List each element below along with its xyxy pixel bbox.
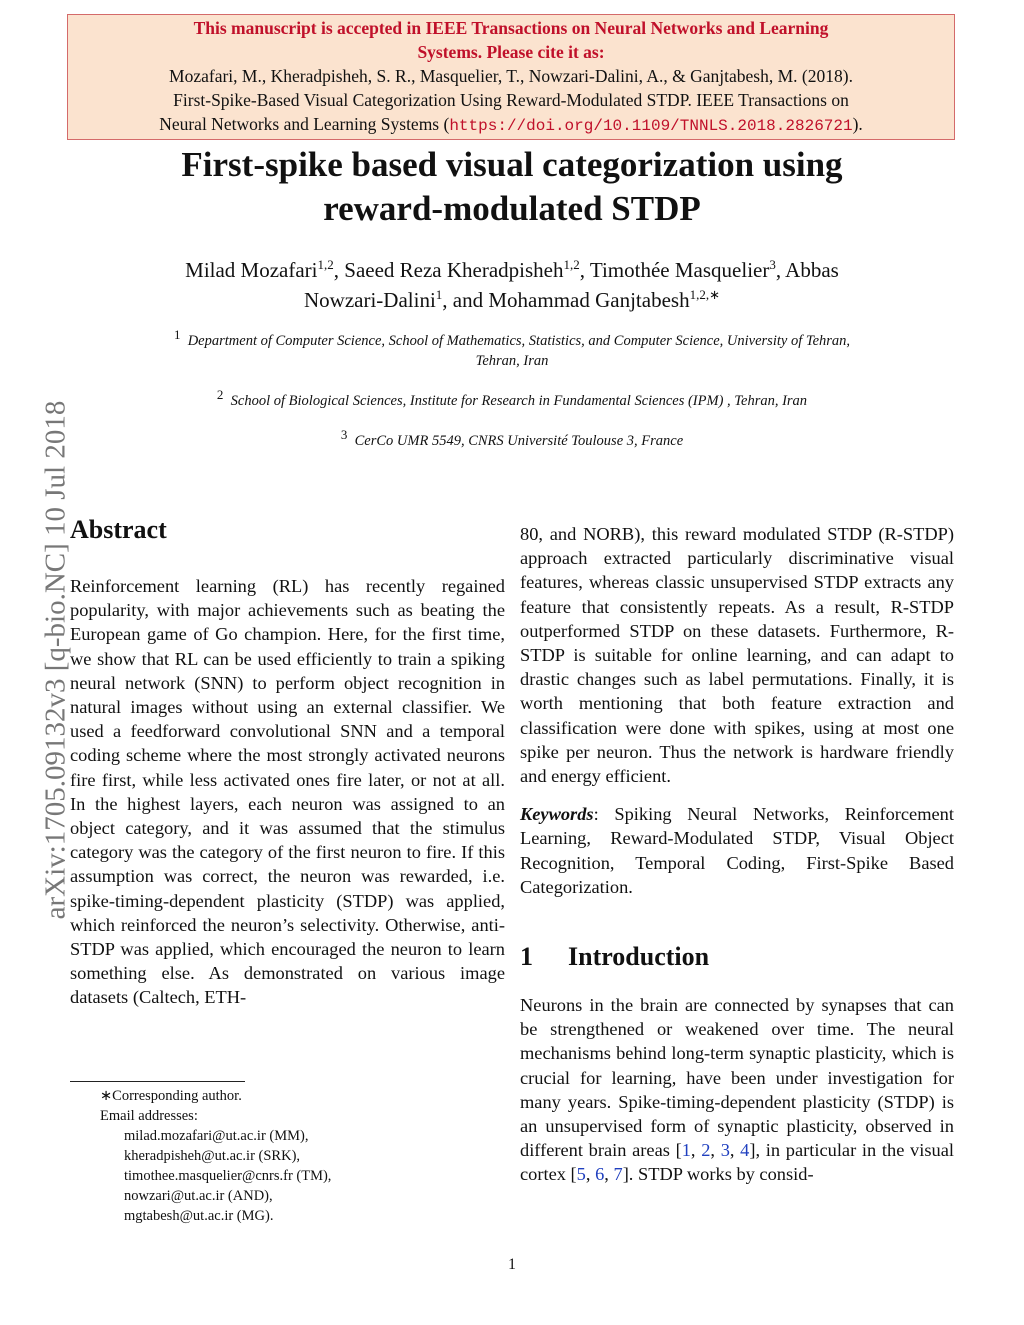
affiliation-1: $^1$ Department of Computer Science, School of Mathematics, Statistics, and Computer Science, University of Tehran, Tehran, Iran [173, 327, 851, 369]
citation-link[interactable]: 7 [613, 1164, 623, 1185]
citation-link[interactable]: 4 [740, 1140, 750, 1161]
email-item: mgtabesh@ut.ac.ir (MG). [124, 1208, 274, 1224]
email-item: milad.mozafari@ut.ac.ir (MM), [124, 1128, 309, 1144]
affiliation-3: $^3$ CerCo UMR 5549, CNRS Université Toulouse 3, France [340, 427, 684, 449]
left-column [70, 510, 505, 1010]
author-list: Milad Mozafari$^{1,2}$, Saeed Reza Kheradpisheh$^{1,2}$, Timothée Masquelier$^3$, Abbas Nowzari-Dalini$^1$, and Mohammad Ganjtabesh$^{1,2,∗}$ [185, 257, 839, 312]
notice-line-2: Systems. Please cite it as: [417, 42, 605, 62]
right-column [520, 522, 954, 1187]
citation-link[interactable]: 2 [701, 1140, 711, 1161]
citation-link[interactable]: 1 [681, 1140, 691, 1161]
citation-link[interactable]: 6 [595, 1164, 605, 1185]
notice-line-4: First-Spike-Based Visual Categorization Using Reward-Modulated STDP. IEEE Transactions on [173, 90, 849, 110]
corresponding-author-note: ∗Corresponding author. [100, 1088, 242, 1104]
abstract-text-right: 80, and NORB), this reward modulated STDP (R-STDP) approach extracted particularly discriminative visual features, whereas classic unsupervised STDP extracts any feature that consistently repeats. As a result, R-STDP outperformed STDP on these datasets. Furthermore, R-STDP is suitable for online learning, and can adapt to drastic changes such as label permutations. Finally, it is worth mentioning that both feature extraction and classification were done with spikes, using at most one spike per neuron. Thus the network is hardware friendly and energy efficient. [520, 524, 954, 787]
doi-link[interactable]: https://doi.org/10.1109/TNNLS.2018.2826721 [449, 117, 853, 135]
section-heading-introduction: 1 Introduction [520, 942, 710, 972]
citation-link[interactable]: 5 [576, 1164, 586, 1185]
notice-line-1: This manuscript is accepted in IEEE Transactions on Neural Networks and Learning [193, 18, 829, 38]
notice-line-5: Neural Networks and Learning Systems (https://doi.org/10.1109/TNNLS.2018.2826721). [159, 114, 863, 135]
affiliation-2: $^2$ School of Biological Sciences, Institute for Research in Fundamental Sciences (IPM) , Tehran, Iran [216, 387, 808, 409]
abstract-heading: Abstract [70, 515, 167, 544]
citation-notice-box [67, 14, 955, 140]
paper-title: First-spike based visual categorization using reward-modulated STDP [181, 145, 843, 228]
page-number: 1 [508, 1256, 516, 1273]
email-item: timothee.masquelier@cnrs.fr (TM), [124, 1168, 332, 1184]
email-label: Email addresses: [100, 1108, 198, 1124]
footnote [100, 1086, 331, 1226]
email-item: kheradpisheh@ut.ac.ir (SRK), [124, 1148, 301, 1164]
abstract-text-left: Reinforcement learning (RL) has recently regained popularity, with major achievements such as beating the European game of Go champion. Here, for the first time, we show that RL can be used efficiently to train a spiking neural network (SNN) to perform object recognition in natural images without using an external classifier. We used a feedforward convolutional SNN and a temporal coding scheme where the most strongly activated neurons fire first, while less activated ones fire later, or not at all. In the highest layers, each neuron was assigned to an object category, and it was assumed that the stimulus category was the category of the first neuron to fire. If this assumption was correct, the neuron was rewarded, i.e. spike-timing-dependent plasticity (STDP) was applied, which reinforced the neuron’s selectivity. Otherwise, anti-STDP was applied, which encouraged the neuron to learn something else. As demonstrated on various image datasets (Caltech, ETH- [70, 576, 505, 1008]
arxiv-identifier-stamp: arXiv:1705.09132v3 [q-bio.NC] 10 Jul 2018 [39, 400, 72, 920]
email-item: nowzari@ut.ac.ir (AND), [124, 1188, 273, 1204]
keywords: Keywords: Spiking Neural Networks, Reinforcement Learning, Reward-Modulated STDP, Visual Object Recognition, Temporal Coding, First-Spike Based Categorization. [520, 804, 954, 897]
email-list [100, 1126, 331, 1226]
introduction-text: Neurons in the brain are connected by synapses that can be strengthened or weakened over time. The neural mechanisms behind long-term synaptic plasticity, which is crucial for learning, have been under investigation for many years. Spike-timing-dependent plasticity (STDP) is an unsupervised form of synaptic plasticity, observed in different brain areas [1, 2, 3, 4], in particular in the visual cortex [5, 6, 7]. STDP works by consid- [520, 995, 954, 1185]
footnote-rule [70, 1081, 245, 1082]
notice-line-3: Mozafari, M., Kheradpisheh, S. R., Masquelier, T., Nowzari-Dalini, A., & Ganjtabesh, M. (2018). [169, 66, 853, 86]
citation-link[interactable]: 3 [720, 1140, 730, 1161]
